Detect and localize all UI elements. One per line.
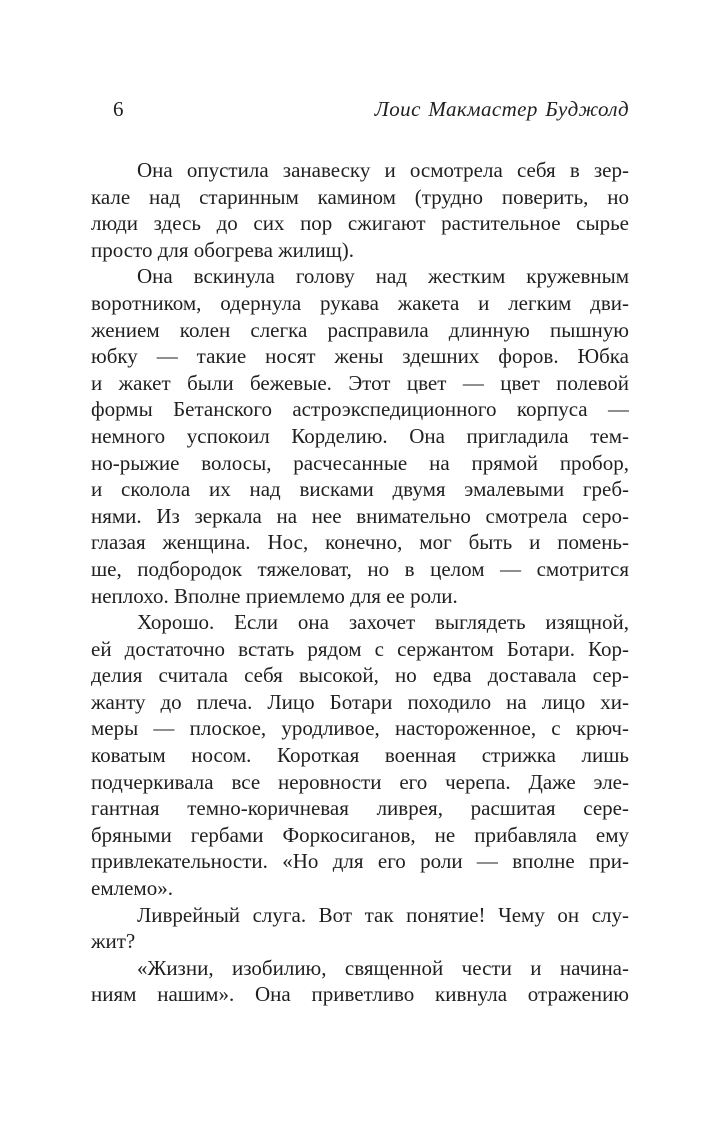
body-text <box>91 157 629 1008</box>
page-header <box>91 96 629 122</box>
text-line: и жакет были бежевые. Этот цвет — цвет полевой <box>91 370 629 395</box>
text-line: Хорошо. Если она захочет выглядеть изящной, <box>137 610 629 635</box>
text-line: ей достаточно встать рядом с сержантом Ботари. Кор- <box>91 636 629 661</box>
text-line: жанту до плеча. Лицо Ботари походило на лицо хи- <box>91 689 629 714</box>
text-line: жением колен слегка расправила длинную пышную <box>91 317 629 342</box>
text-line: кале над старинным камином (трудно поверить, но <box>91 184 629 209</box>
text-line: гантная темно-коричневая ливрея, расшитая сере- <box>91 796 629 821</box>
text-line: юбку — такие носят жены здешних форов. Юбка <box>91 344 629 369</box>
text-line: Она опустила занавеску и осмотрела себя в зер- <box>137 158 629 182</box>
text-line: немного успокоил Корделию. Она пригладила тем- <box>91 423 629 448</box>
text-line: просто для обогрева жилищ). <box>91 237 355 262</box>
text-line: формы Бетанского астроэкспедиционного корпуса — <box>91 397 629 422</box>
text-line: бряными гербами Форкосиганов, не прибавляла ему <box>91 822 629 847</box>
text-line: неплохо. Вполне приемлемо для ее роли. <box>91 583 458 608</box>
text-line: ниям нашим». Она приветливо кивнула отражению <box>91 982 629 1007</box>
text-line: люди здесь до сих пор сжигают растительное сырье <box>91 211 629 236</box>
text-line: коватым носом. Короткая военная стрижка лишь <box>91 743 629 768</box>
text-line: нями. Из зеркала на нее внимательно смотрела серо- <box>91 503 629 528</box>
text-line: Ливрейный слуга. Вот так понятие! Чему он слу- <box>137 902 629 927</box>
page-number: 6 <box>113 97 124 121</box>
running-title: Лоис Макмастер Буджолд <box>374 97 629 121</box>
text-line: емлемо». <box>91 876 173 901</box>
text-line: но-рыжие волосы, расчесанные на прямой пробор, <box>91 450 629 475</box>
text-line: меры — плоское, уродливое, настороженное, с крюч- <box>91 716 629 741</box>
text-line: привлекательности. «Но для его роли — вполне при- <box>91 849 629 874</box>
text-line: жит? <box>91 929 136 954</box>
text-line: «Жизни, изобилию, священной чести и начина- <box>137 955 629 980</box>
text-line: воротником, одернула рукава жакета и легким дви- <box>91 290 629 315</box>
text-line: делия считала себя высокой, но едва доставала сер- <box>91 663 629 688</box>
text-line: Она вскинула голову над жестким кружевным <box>137 264 629 289</box>
text-line: ше, подбородок тяжеловат, но в целом — смотрится <box>91 556 629 581</box>
text-line: и сколола их над висками двумя эмалевыми греб- <box>91 477 629 502</box>
text-line: глазая женщина. Нос, конечно, мог быть и помень- <box>91 530 629 555</box>
text-line: подчеркивала все неровности его черепа. Даже эле- <box>91 769 629 794</box>
